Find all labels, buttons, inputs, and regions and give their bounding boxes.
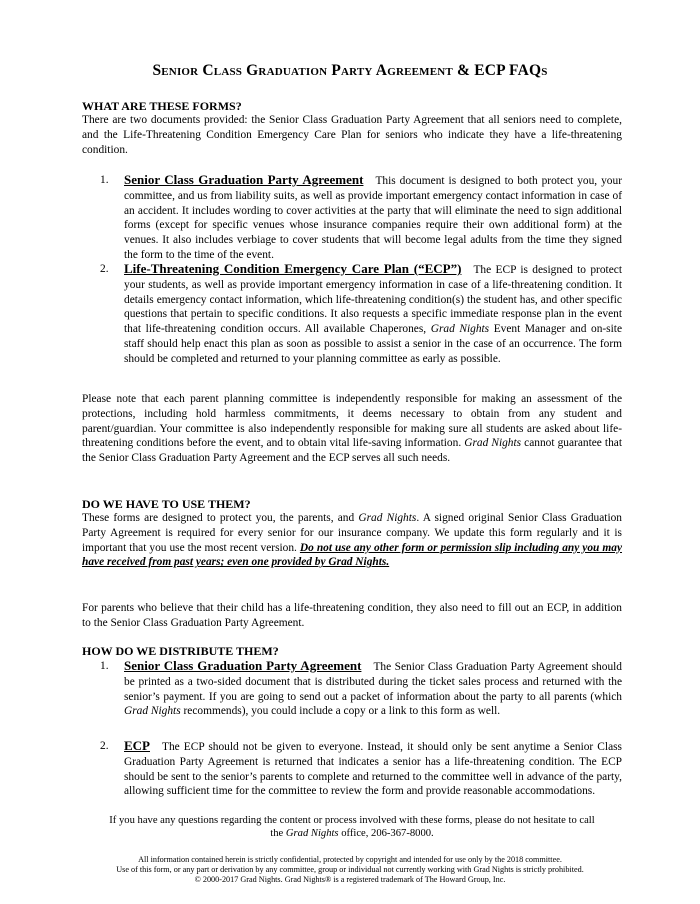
item-text-cont: Event Manager and on-site staff should help enact this plan as soon as possible to assist a senior in the case of an occurrence. The form should be completed and returned to your planning committee as early as possible. bbox=[124, 323, 623, 365]
item-text: The ECP should not be given to everyone. Instead, it should only be sent anytime a Senior Class Graduation Party Agreement is returned that indicates a senior has a life-threatening condition. The ECP should be sent to the senior’s parents to complete and returned to the committee well in advance of the party, allowing sufficient time for the committee to review the form and provide reasonable accommodations. bbox=[124, 741, 622, 798]
intro-paragraph: There are two documents provided: the Senior Class Graduation Party Agreement that all seniors need to complete, and the Life-Threatening Condition Emergency Care Plan for seniors who indicate they have a life-threatening condition. bbox=[82, 114, 622, 156]
contact-the: the bbox=[270, 828, 286, 839]
use-paragraph bbox=[82, 511, 622, 570]
list-item-distribute-agreement bbox=[82, 659, 622, 719]
note-italic: Grad Nights bbox=[464, 437, 522, 450]
item-italic: Grad Nights bbox=[430, 323, 490, 336]
footer-line-3: © 2000-2017 Grad Nights. Grad Nights® is a registered trademark of The Howard Group, Inc. bbox=[194, 875, 506, 884]
contact-line-1: If you have any questions regarding the content or process involved with these forms, please do not hesitate to call bbox=[109, 815, 595, 826]
use-italic: Grad Nights bbox=[358, 512, 417, 524]
footer-line-1: All information contained herein is strictly confidential, protected by copyright and intended for use only by the 2018 committee. bbox=[138, 855, 562, 864]
item-text: The ECP is designed to protect your students, as well as provide important emergency information in case of a life-threatening condition. It details emergency contact information, which life-threatening condition(s) the student has, and other specific questions that pertain to specific conditions. It also requests a specific immediate response plan in the event that life-threatening condition occurs. All available Chaperones, bbox=[124, 264, 622, 336]
item-text-cont: recommends), you could include a copy or a link to this form as well. bbox=[180, 705, 501, 718]
contact-italic: Grad Nights bbox=[285, 828, 339, 839]
item-title: Senior Class Graduation Party Agreement bbox=[124, 172, 364, 187]
note-text-cont: cannot guarantee that the Senior Class Graduation Party Agreement and the ECP serves all such needs. bbox=[82, 437, 622, 465]
list-number: 1. bbox=[100, 174, 109, 186]
footer bbox=[40, 855, 660, 885]
contact-note bbox=[82, 814, 622, 840]
warning-text: Do not use any other form or permission slip including any you may have received from past years; even one provided by Grad Nights. bbox=[82, 541, 622, 569]
heading-what-are-these-forms: WHAT ARE THESE FORMS? bbox=[82, 99, 242, 113]
note-paragraph bbox=[82, 392, 622, 466]
use-text: These forms are designed to protect you, the parents, and bbox=[82, 512, 359, 524]
contact-line-2 bbox=[82, 827, 622, 840]
item-text: The Senior Class Graduation Party Agreement should be printed as a two-sided document that is distributed during the ticket sales process and returned with the senior’s payment. If you are going to send out a packet of information about the party to all parents (which bbox=[124, 661, 623, 703]
list-number: 2. bbox=[100, 263, 109, 275]
item-title: ECP bbox=[124, 738, 150, 753]
item-italic: Grad Nights bbox=[124, 705, 181, 718]
list-item-distribute-ecp bbox=[82, 739, 622, 799]
item-title: Senior Class Graduation Party Agreement bbox=[124, 658, 362, 673]
contact-phone: office, 206-367-8000. bbox=[338, 828, 434, 839]
list-item-agreement bbox=[82, 173, 622, 263]
heading-how-do-we-distribute-them: HOW DO WE DISTRIBUTE THEM? bbox=[82, 644, 279, 658]
list-item-ecp bbox=[82, 262, 622, 367]
list-number: 2. bbox=[100, 740, 109, 752]
note-text: Please note that each parent planning committee is independently responsible for making an assessment of the protections, including hold harmless commitments, it deems necessary to obtain from any student and parent/guardian. Your committee is also independently responsible for making sure all students are asked about life-threatening conditions before the event, and to obtain vital life-saving information. bbox=[82, 393, 622, 450]
list-number: 1. bbox=[100, 660, 109, 672]
item-text: This document is designed to both protect you, your committee, and us from liability suits, as well as provide important emergency contact information in case of an accident. It includes wording to cover activities at the party that will eliminate the need to sign additional forms (except for specific venues whose insurance companies require their own additional form) at the venues. It also includes verbiage to cover students that will become legal adults from the time they signed the form to the time of the event. bbox=[124, 175, 622, 261]
ecp-parents-paragraph: For parents who believe that their child has a life-threatening condition, they also need to fill out an ECP, in addition to the Senior Class Graduation Party Agreement. bbox=[82, 602, 622, 629]
heading-do-we-have-to-use-them: DO WE HAVE TO USE THEM? bbox=[82, 497, 251, 511]
footer-line-2: Use of this form, or any part or derivation by any committee, group or individual not currently working with Grad Nights is strictly prohibited. bbox=[116, 865, 584, 874]
page-title: Senior Class Graduation Party Agreement & ECP FAQs bbox=[152, 62, 548, 79]
use-text-cont: . A signed original Senior Class Graduation Party Agreement is required for every senior for our insurance company. We update this form regularly and it is important that you use the most recent version. bbox=[82, 512, 622, 554]
item-title: Life-Threatening Condition Emergency Care Plan (“ECP”) bbox=[124, 261, 462, 276]
